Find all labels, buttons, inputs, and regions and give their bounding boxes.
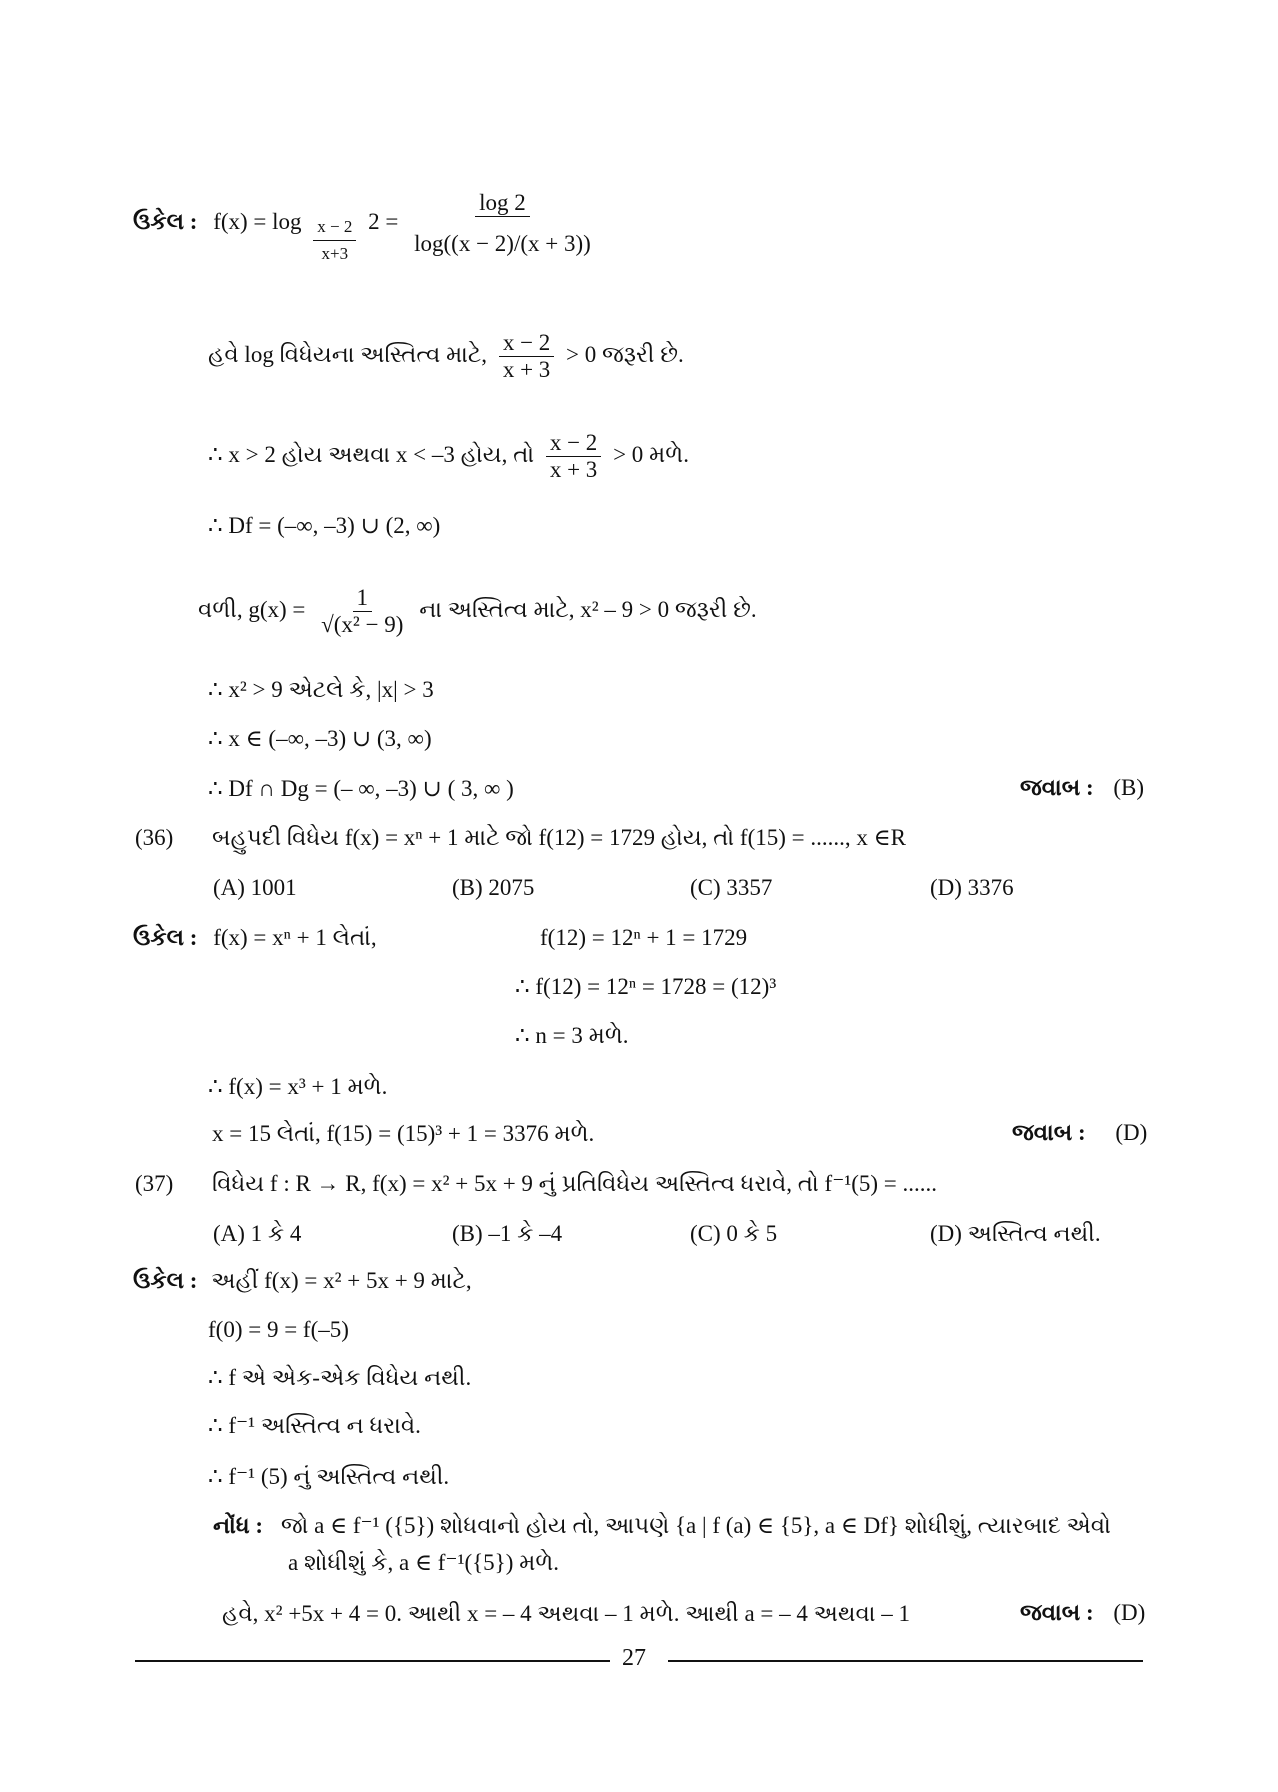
answer-label: જવાબ :: [1012, 1120, 1086, 1145]
g-fraction: [317, 585, 407, 638]
answer-label: જવાબ :: [1020, 1600, 1094, 1625]
q36-option-b: (B) 2075: [452, 875, 535, 900]
line-cases: [208, 430, 689, 483]
q37-option-a: (A) 1 કે 4: [213, 1221, 302, 1246]
sol36-right1: f(12) = 12ⁿ + 1 = 1729: [540, 925, 748, 950]
fraction-denominator: √(x² − 9): [321, 612, 404, 637]
eq-mid: 2 =: [368, 208, 399, 234]
line-existence: [208, 330, 684, 383]
rhs-fraction: [410, 190, 595, 257]
answer-35: [1020, 775, 1144, 801]
page-number: 27: [622, 1645, 646, 1671]
line-df: ∴ Df = (–∞, –3) ∪ (2, ∞): [208, 513, 441, 538]
g-post: ના અસ્તિત્વ માટે, x² – 9 > 0 જરૂરી છે.: [419, 596, 757, 622]
q37-text: વિધેય f : R → R, f(x) = x² + 5x + 9 નું પ્રતિવિધેય અસ્તિત્વ ધરાવે, તો f⁻¹(5) = ......: [212, 1171, 938, 1196]
base-denominator: x+3: [321, 244, 349, 263]
existence-fraction: [499, 330, 554, 383]
base-numerator: x − 2: [313, 214, 356, 241]
sol37-line1: f(0) = 9 = f(–5): [208, 1317, 349, 1342]
fraction-numerator: 1: [353, 585, 373, 612]
answer-37: [1020, 1600, 1145, 1626]
answer-value: (D): [1115, 1120, 1148, 1145]
g-pre: વળી, g(x) =: [198, 596, 306, 622]
q36-number: (36): [135, 825, 174, 850]
q36-option-d: (D) 3376: [930, 875, 1014, 900]
line-x2: ∴ x² > 9 એટલે કે, |x| > 3: [208, 677, 434, 702]
q36-option-c: (C) 3357: [690, 875, 773, 900]
note-line1: જો a ∈ f⁻¹ ({5}) શોધવાનો હોય તો, આપણે {a | f (a) ∈ {5}, a ∈ Df} શોધીશું, ત્યારબાદ એવો: [280, 1513, 1111, 1538]
sol37-line3: ∴ f⁻¹ અસ્તિત્વ ન ધરાવે.: [208, 1413, 421, 1438]
q37-option-b: (B) –1 કે –4: [452, 1221, 563, 1246]
answer-36: [1012, 1120, 1147, 1146]
q37-option-c: (C) 0 કે 5: [690, 1221, 778, 1246]
answer-value: (B): [1113, 775, 1145, 800]
q37-number: (37): [135, 1171, 174, 1196]
sol37-line4: ∴ f⁻¹ (5) નું અસ્તિત્વ નથી.: [208, 1464, 450, 1489]
footer-rule-right: [668, 1660, 1143, 1662]
line-g: [198, 585, 757, 638]
sol37-label-line: [133, 1267, 472, 1295]
log-base-fraction: [313, 214, 356, 267]
cases-pre: ∴ x > 2 હોય અથવા x < –3 હોય, તો: [208, 441, 535, 467]
eq-lhs: f(x) = log: [213, 208, 302, 234]
sol36-line3: x = 15 લેતાં, f(15) = (15)³ + 1 = 3376 મળે.: [212, 1121, 595, 1146]
fraction-denominator: x + 3: [502, 357, 551, 382]
sol36-line2: ∴ f(x) = x³ + 1 મળે.: [208, 1074, 388, 1099]
existence-pre: હવે log વિધેયના અસ્તિત્વ માટે,: [208, 341, 488, 367]
line-xin: ∴ x ∈ (–∞, –3) ∪ (3, ∞): [208, 726, 432, 751]
sol37-line0: અહીં f(x) = x² + 5x + 9 માટે,: [211, 1268, 472, 1293]
q36-option-a: (A) 1001: [213, 875, 297, 900]
cases-fraction: [546, 430, 601, 483]
sol36-line1: f(x) = xⁿ + 1 લેતાં,: [213, 925, 377, 950]
solution-label: ઉકેલ :: [133, 925, 198, 950]
sol36-right3: ∴ n = 3 મળે.: [515, 1023, 629, 1048]
q36-text: બહુપદી વિધેય f(x) = xⁿ + 1 માટે જો f(12) = 1729 હોય, તો f(15) = ......, x ∈R: [212, 825, 906, 850]
note-line2: a શોધીશું કે, a ∈ f⁻¹({5}) મળે.: [288, 1550, 560, 1575]
rhs-denominator: log((x − 2)/(x + 3)): [414, 231, 591, 256]
fraction-numerator: x − 2: [546, 430, 601, 457]
sol37-final: હવે, x² +5x + 4 = 0. આથી x = – 4 અથવા – 1 મળે. આથી a = – 4 અથવા – 1: [222, 1601, 911, 1626]
q37-option-d: (D) અસ્તિત્વ નથી.: [930, 1221, 1101, 1246]
sol36-right2: ∴ f(12) = 12ⁿ = 1728 = (12)³: [515, 974, 777, 999]
sol37-line2: ∴ f એ એક-એક વિધેય નથી.: [208, 1365, 472, 1390]
footer-rule-left: [135, 1660, 610, 1662]
answer-value: (D): [1113, 1600, 1146, 1625]
cases-post: > 0 મળે.: [613, 441, 689, 467]
sol36-label-line: [133, 924, 377, 952]
fraction-numerator: x − 2: [499, 330, 554, 357]
sol1-block: [133, 180, 601, 267]
fraction-denominator: x + 3: [549, 457, 598, 482]
note-block: [213, 1512, 1111, 1540]
solution-label: ઉકેલ :: [133, 1268, 198, 1293]
note-label: નોંધ :: [213, 1513, 264, 1538]
line-dfdg: ∴ Df ∩ Dg = (– ∞, –3) ∪ ( 3, ∞ ): [208, 776, 514, 801]
answer-label: જવાબ :: [1020, 775, 1094, 800]
rhs-numerator: log 2: [475, 190, 530, 217]
solution-label: ઉકેલ :: [133, 208, 198, 234]
existence-post: > 0 જરૂરી છે.: [566, 341, 684, 367]
